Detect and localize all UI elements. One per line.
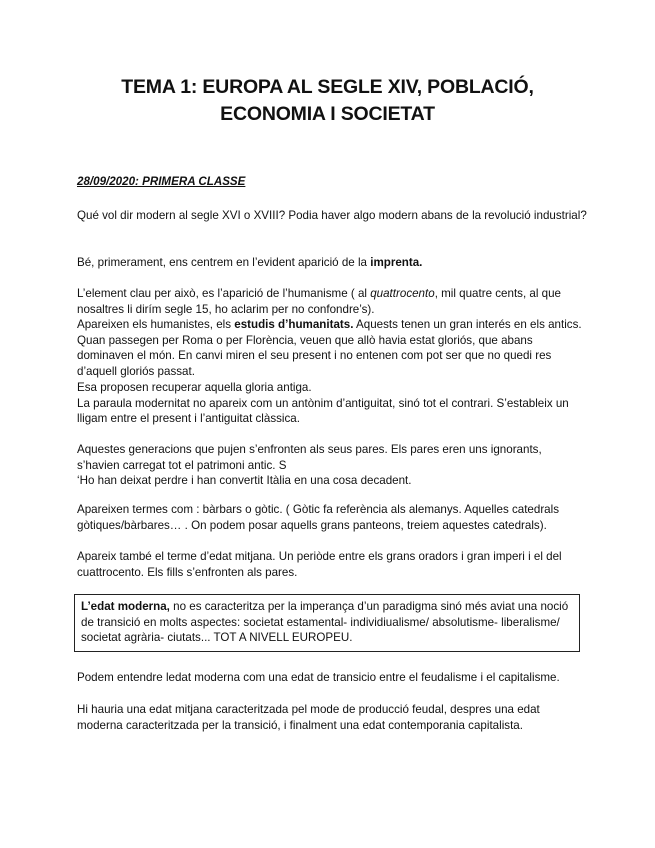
paragraph-modernitat: La paraula modernitat no apareix com un antònim d’antiguitat, sinó tot el contrari. S’estableix un lligam entre el present i l’antiguitat clàssica. bbox=[77, 396, 569, 426]
paragraph-imprenta-text: Bé, primerament, ens centrem en l’evident aparició de la bbox=[77, 256, 371, 269]
paragraph-gloria: Esa proposen recuperar aquella gloria antiga. bbox=[77, 380, 312, 394]
paragraph-edats-conclusio: Hi hauria una edat mitjana caracteritzada pel mode de producció feudal, despres una edat moderna caracteritzada per la transició, i finalment una edat contemporania capitalista. bbox=[77, 703, 540, 732]
paragraph-imprenta bbox=[77, 255, 587, 271]
paragraph-decadencia: ‘Ho han deixat perdre i han convertit Itàlia en una cosa decadent. bbox=[77, 474, 412, 488]
paragraph-humanisme-text-b: , mil quatre cents, al que nosaltres li dirím segle 15, ho aclarim per no confondre’s). bbox=[77, 287, 561, 316]
edat-moderna-box bbox=[74, 594, 580, 652]
document-title bbox=[60, 74, 595, 128]
paragraph-transicio: Podem entendre ledat moderna com una edat de transicio entre el feudalisme i el capitalisme. bbox=[77, 671, 560, 684]
title-line-1: TEMA 1: EUROPA AL SEGLE XIV, POBLACIÓ, bbox=[121, 76, 534, 98]
imprenta-term: imprenta. bbox=[370, 256, 423, 269]
title-line-2: ECONOMIA I SOCIETAT bbox=[220, 103, 435, 125]
edat-moderna-term: L’edat moderna, bbox=[81, 600, 170, 613]
paragraph-humanistes-text-b: Aquests tenen un gran interés en els antics. Quan passegen per Roma o per Florència, veuen que allò havia estat gloriós, que abans dominaven el món. En canvi miren el seu present i no entenen com pot ser que no quedi res d’aquell gloriós passat. bbox=[77, 318, 582, 379]
paragraph-humanisme bbox=[77, 286, 587, 317]
paragraph-generacions-text: Aquestes generacions que pujen s’enfronten als seus pares. Els pares eren uns ignorants, s’havien carregat tot el patrimoni antic. S bbox=[77, 443, 542, 472]
estudis-humanitats-term: estudis d’humanitats. bbox=[234, 318, 354, 331]
class-date-heading: 28/09/2020: PRIMERA CLASSE bbox=[77, 175, 246, 188]
quattrocento-term: quattrocento bbox=[370, 287, 435, 300]
paragraph-humanistes bbox=[77, 317, 587, 427]
paragraph-humanisme-text-a: L’element clau per això, es l’aparició de l’humanisme ( al bbox=[77, 287, 371, 300]
paragraph-edat-mitjana: Apareix també el terme d’edat mitjana. Un periòde entre els grans oradors i gran imperi i el del cuattrocento. Els fills s’enfronten als pares. bbox=[77, 550, 562, 579]
paragraph-barbars-gotic: Apareixen termes com : bàrbars o gòtic. ( Gòtic fa referència als alemanys. Aquelles catedrals gòtiques/bàrbares… . On podem posar aquells grans panteons, treiem aquestes catedrals). bbox=[77, 503, 560, 532]
paragraph-humanistes-block bbox=[77, 317, 587, 380]
edat-moderna-definition: no es caracteritza per la imperança d’un paradigma sinó més aviat una noció de transició en molts aspectes: societat estamental- individiualisme/ absolutisme- liberalisme/ societat agrària- ciutats... TOT A NIVELL EUROPEU. bbox=[81, 600, 569, 645]
paragraph-question: Qué vol dir modern al segle XVI o XVIII? Podia haver algo modern abans de la revolució industrial? bbox=[77, 209, 587, 222]
paragraph-humanistes-text-a: Apareixen els humanistes, els bbox=[77, 318, 235, 331]
paragraph-generacions bbox=[77, 442, 587, 489]
